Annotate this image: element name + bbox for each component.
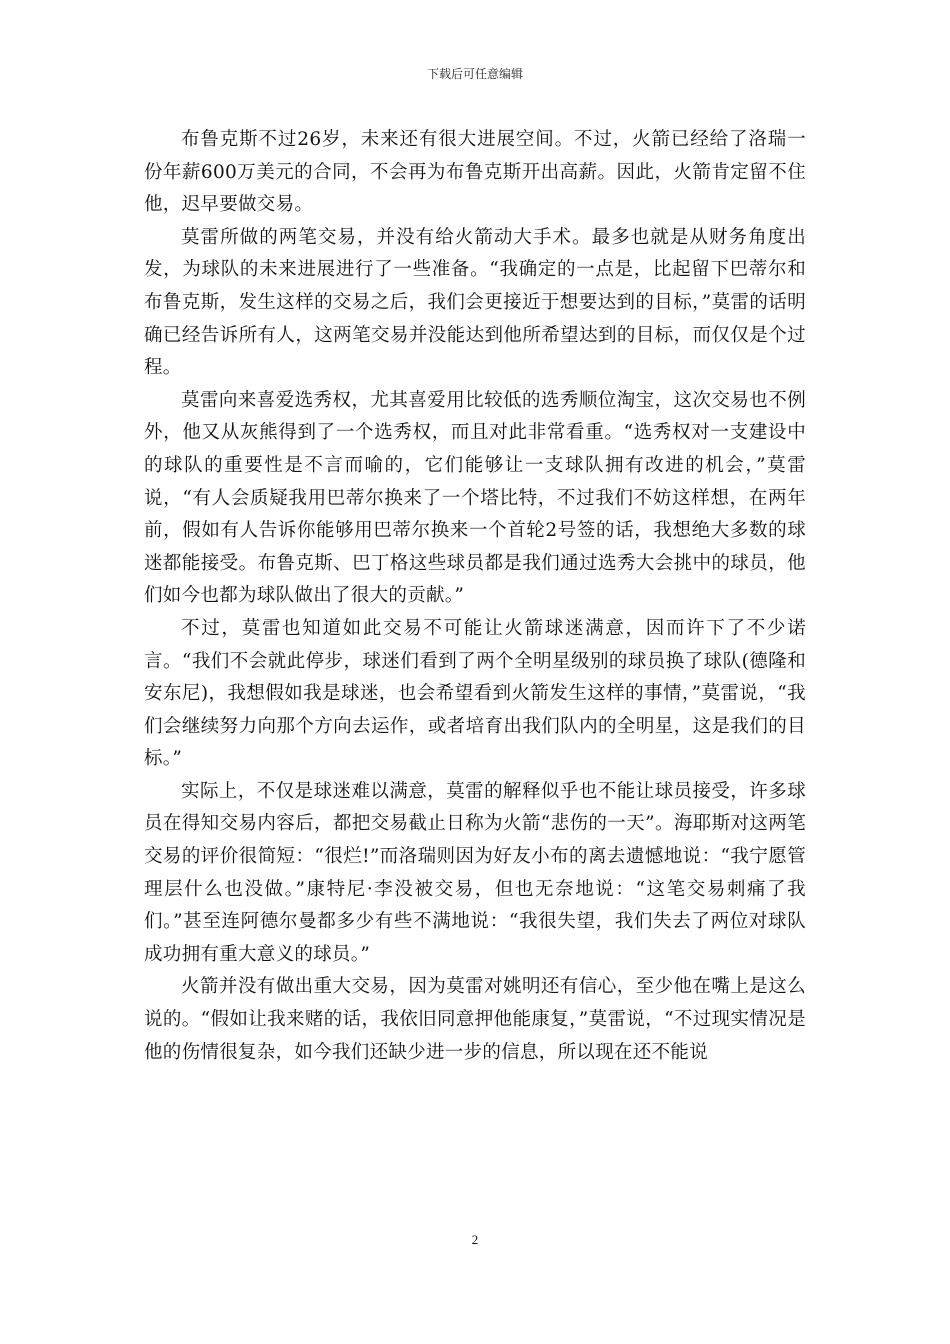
paragraph-2: 莫雷所做的两笔交易，并没有给火箭动大手术。最多也就是从财务角度出发，为球队的未来进展进行了一些准备。“我确定的一点是，比起留下巴蒂尔和布鲁克斯，发生这样的交易之后，我们会更接近于想要达到的目标，”莫雷的话明确已经告诉所有人，这两笔交易并没能达到他所希望达到的目标，而仅仅是个过程。 <box>144 226 806 379</box>
page-header: 下载后可任意编辑 <box>426 67 523 81</box>
paragraph-4: 不过，莫雷也知道如此交易不可能让火箭球迷满意，因而许下了不少诺言。“我们不会就此停步，球迷们看到了两个全明星级别的球员换了球队(德隆和安东尼)，我想假如我是球迷，也会希望看到火箭发生这样的事情，”莫雷说，“我们会继续努力向那个方向去运作，或者培育出我们队内的全明星，这是我们的目标。” <box>144 617 806 770</box>
page-number: 2 <box>471 1232 479 1247</box>
paragraph-5: 实际上，不仅是球迷难以满意，莫雷的解释似乎也不能让球员接受，许多球员在得知交易内容后，都把交易截止日称为火箭“悲伤的一天”。海耶斯对这两笔交易的评价很简短：“很烂!”而洛瑞则因为好友小布的离去遗憾地说：“我宁愿管理层什么也没做。”康特尼·李没被交易，但也无奈地说：“这笔交易刺痛了我们。”甚至连阿德尔曼都多少有些不满地说：“我很失望，我们失去了两位对球队成功拥有重大意义的球员。” <box>144 780 806 965</box>
paragraph-3: 莫雷向来喜爱选秀权，尤其喜爱用比较低的选秀顺位淘宝，这次交易也不例外，他又从灰熊得到了一个选秀权，而且对此非常看重。“选秀权对一支建设中的球队的重要性是不言而喻的，它们能够让一支球队拥有改进的机会，”莫雷说，“有人会质疑我用巴蒂尔换来了一个塔比特，不过我们不妨这样想，在两年前，假如有人告诉你能够用巴蒂尔换来一个首轮2号签的话，我想绝大多数的球迷都能接受。布鲁克斯、巴丁格这些球员都是我们通过选秀大会挑中的球员，他们如今也都为球队做出了很大的贡献。” <box>144 389 806 607</box>
document-body <box>144 124 806 1069</box>
paragraph-6: 火箭并没有做出重大交易，因为莫雷对姚明还有信心，至少他在嘴上是这么说的。“假如让我来赌的话，我依旧同意押他能康复，”莫雷说，“不过现实情况是他的伤情很复杂，如今我们还缺少进一步的信息，所以现在还不能说 <box>144 976 806 1063</box>
paragraph-1: 布鲁克斯不过26岁，未来还有很大进展空间。不过，火箭已经给了洛瑞一份年薪600万美元的合同，不会再为布鲁克斯开出高薪。因此，火箭肯定留不住他，迟早要做交易。 <box>144 129 806 216</box>
